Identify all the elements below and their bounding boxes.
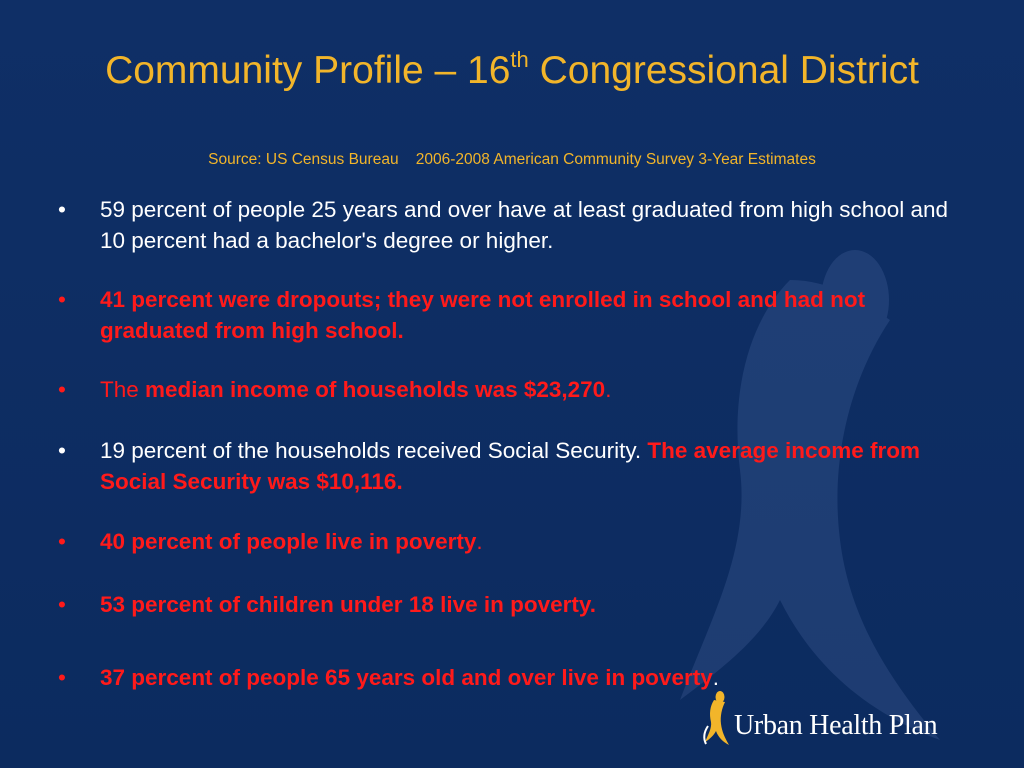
bullet-segment: 19 percent of the households received Social Security.	[100, 438, 648, 463]
bullet-segment: 40 percent of people live in poverty	[100, 529, 477, 554]
logo-figure-icon	[700, 690, 734, 748]
bullet-segment: .	[712, 665, 719, 690]
bullet-text	[100, 374, 974, 405]
bullet-segment: .	[605, 377, 612, 402]
bullet-segment: The	[100, 377, 146, 402]
bullet-segment: .	[476, 529, 483, 554]
bullet-text	[100, 435, 974, 497]
urban-health-plan-logo	[700, 690, 990, 750]
bullet-marker: •	[58, 287, 66, 312]
bullet-text	[100, 589, 974, 620]
bullet-marker: •	[58, 665, 66, 690]
bullet-item	[58, 374, 974, 405]
bullet-text	[100, 194, 974, 256]
bullet-segment: 37 percent of people 65 years old and over live in poverty	[100, 665, 713, 690]
source-line: Source: US Census Bureau 2006-2008 American Community Survey 3-Year Estimates	[208, 151, 816, 168]
bullet-segment: The average income from Social Security was $10,116.	[100, 438, 920, 494]
bullet-item	[58, 589, 974, 620]
bullet-marker: •	[58, 197, 66, 222]
bullet-segment: 59 percent of people 25 years and over have at least graduated from high school and 10 percent had a bachelor's degree or higher.	[100, 197, 949, 253]
title-suffix: Congressional District	[528, 49, 919, 93]
bullet-segment: 53 percent of children under 18 live in poverty.	[100, 592, 596, 617]
bullet-marker: •	[58, 529, 66, 554]
bullet-text	[100, 526, 974, 557]
slide-title	[40, 48, 984, 94]
bullet-text	[100, 662, 974, 693]
bullet-item	[58, 435, 974, 497]
bullet-item	[58, 194, 974, 256]
bullet-text	[100, 284, 974, 346]
bullet-segment: median income of households was $23,270	[145, 377, 606, 402]
bullet-item	[58, 526, 974, 557]
bullet-marker: •	[58, 377, 66, 402]
bullet-item	[58, 284, 974, 346]
bullet-marker: •	[58, 438, 66, 463]
title-superscript: th	[510, 47, 529, 73]
title-prefix: Community Profile – 16	[105, 49, 511, 93]
bullet-segment: 41 percent were dropouts; they were not enrolled in school and had not graduated from high school.	[100, 287, 866, 343]
bullet-marker: •	[58, 592, 66, 617]
logo-text: Urban Health Plan	[734, 710, 938, 741]
bullet-item	[58, 662, 974, 693]
